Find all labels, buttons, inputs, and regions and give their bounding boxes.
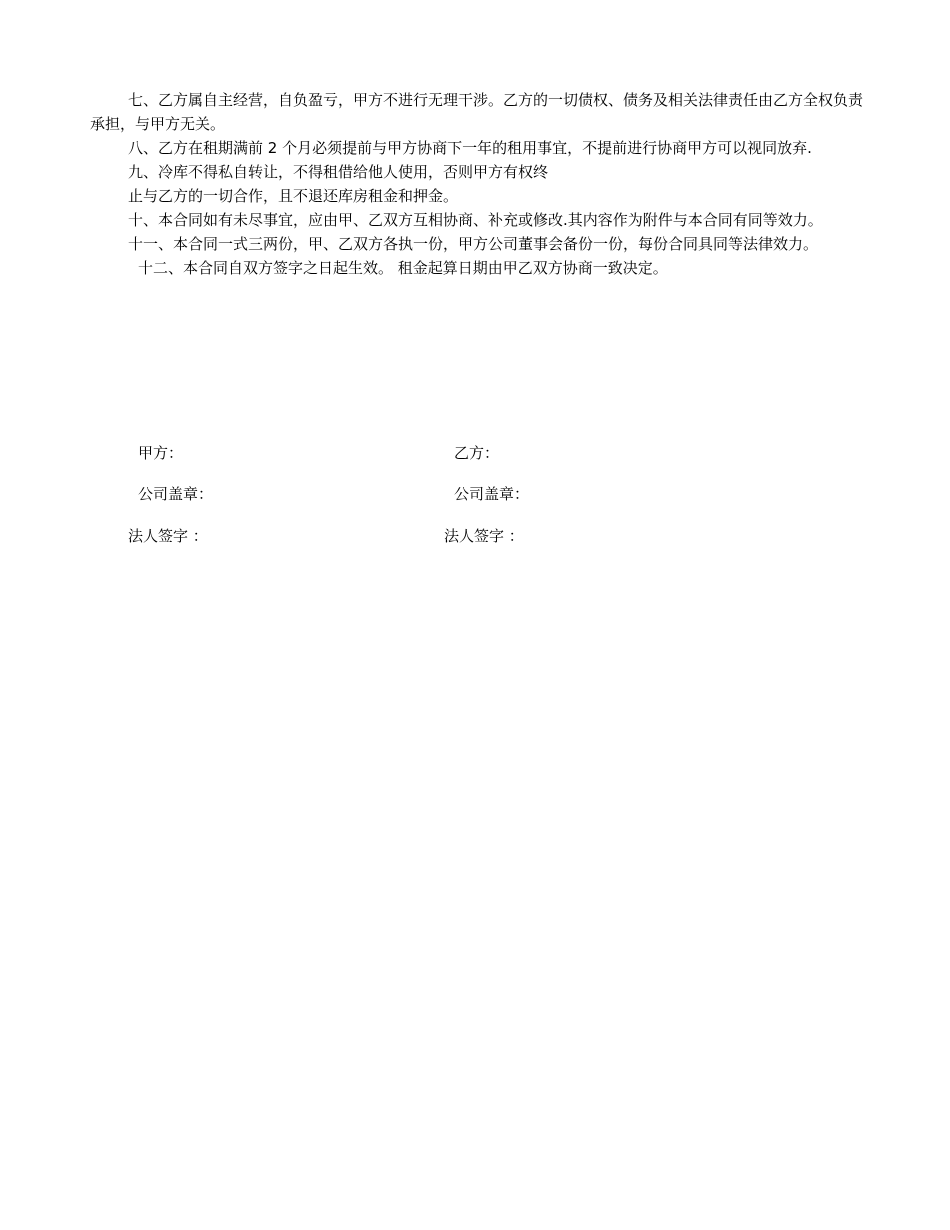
- party-b-legal-sign-label: 法人签字 ：: [444, 527, 524, 545]
- clause-ten: 十、本合同如有未尽事宜，应由甲、乙双方互相协商、补充或修改.其内容作为附件与本合同有同等效力。: [128, 211, 823, 229]
- party-b-seal-label: 公司盖章：: [454, 485, 530, 503]
- party-a-legal-sign-label: 法人签字 ：: [128, 527, 208, 545]
- party-a-label: 甲方：: [138, 444, 184, 462]
- clause-nine-continued: 止与乙方的一切合作，且不退还库房租金和押金。: [128, 187, 459, 205]
- party-b-label: 乙方：: [454, 444, 500, 462]
- clause-eight: 八、乙方在租期满前 2 个月必须提前与甲方协商下一年的租用事宜，不提前进行协商甲方可以视同放弃.: [128, 139, 812, 157]
- party-a-seal-label: 公司盖章：: [138, 485, 214, 503]
- clause-seven: 七、乙方属自主经营，自负盈亏，甲方不进行无理干涉。乙方的一切债权、债务及相关法律责任由乙方全权负责承担，与甲方无关。: [90, 91, 864, 133]
- clause-nine: 九、冷库不得私自转让，不得租借给他人使用，否则甲方有权终: [128, 163, 549, 181]
- contract-clauses: [90, 88, 870, 280]
- clause-eleven: 十一、本合同一式三两份，甲、乙双方各执一份，甲方公司董事会备份一份，每份合同具同等法律效力。: [128, 235, 819, 253]
- clause-twelve: 十二、本合同自双方签字之日起生效。 租金起算日期由甲乙双方协商一致决定。: [138, 259, 668, 277]
